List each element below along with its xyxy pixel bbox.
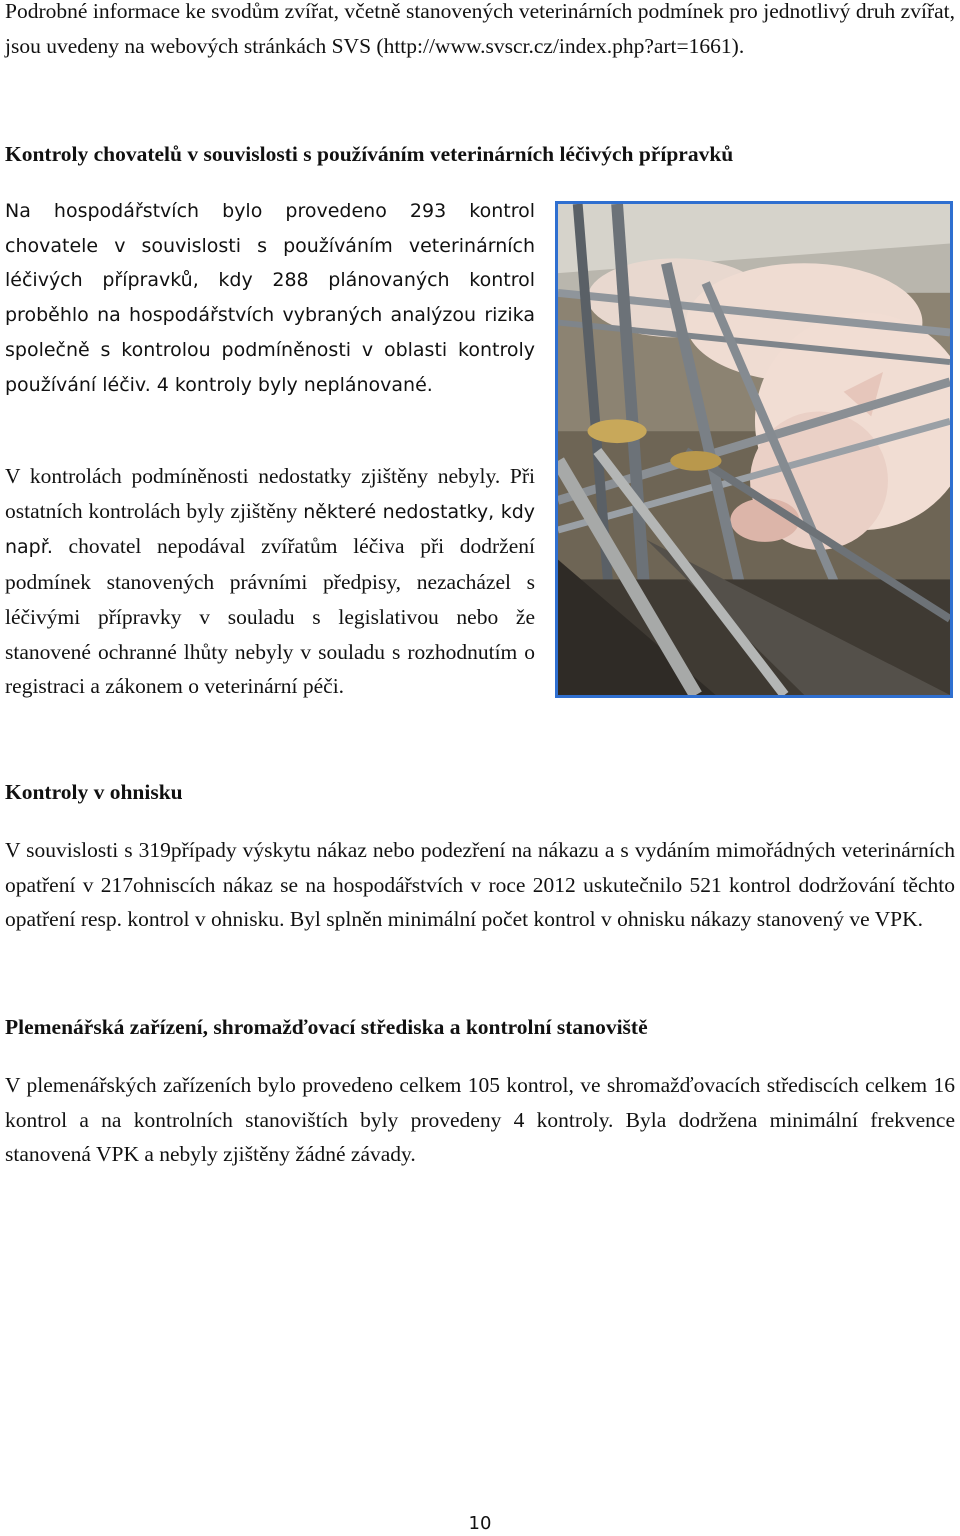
intro-suffix: ).	[731, 33, 745, 58]
intro-paragraph	[5, 0, 955, 63]
medications-paragraph-2	[5, 459, 535, 704]
medications-para2-part-c: chovatel nepodával zvířatům léčiva při dodržení podmínek stanovených právními předpisy, nezacházel s léčivými přípravky v souladu s legislativou nebo že stanovené ochranné lhůty nebyly v souladu s rozhodnutím o registraci a zákonem o veterinární péči.	[5, 534, 535, 699]
medications-para2-part-a: V kontrolách podmíněnosti nedostatky zjištěny nebyly. Při ostatních kontrolách byly zjištěny	[5, 464, 535, 523]
breeding-paragraph: V plemenářských zařízeních bylo provedeno celkem 105 kontrol, ve shromažďovacích střediscích celkem 16 kontrol a na kontrolních stanovištích byly provedeny 4 kontroly. Byla dodržena minimální frekvence stanovená VPK a nebyly zjištěny žádné závady.	[5, 1073, 955, 1167]
section-heading-breeding: Plemenářská zařízení, shromažďovací střediska a kontrolní stanoviště	[5, 1015, 648, 1039]
section-heading-outbreak: Kontroly v ohnisku	[5, 780, 183, 804]
page-number: 10	[468, 1513, 492, 1534]
intro-text: Podrobné informace ke svodům zvířat, včetně stanovených veterinárních podmínek pro jednotlivý druh zvířat, jsou uvedeny na webových stránkách SVS (	[5, 0, 955, 58]
outbreak-paragraph: V souvislosti s 319případy výskytu nákaz nebo podezření na nákazu a s vydáním mimořádných veterinárních opatření v 217ohniscích nákaz se na hospodářstvích v roce 2012 uskutečnilo 521 kontrol dodržování těchto opatření resp. kontrol v ohnisku. Byl splněn minimální počet kontrol v ohnisku nákazy stanovený ve VPK.	[5, 838, 955, 932]
section-heading-medications: Kontroly chovatelů v souvislosti s používáním veterinárních léčivých přípravků	[5, 142, 734, 166]
medications-para2-part-b: některé nedostatky, kdy např.	[5, 500, 536, 559]
svs-link[interactable]: http://www.svscr.cz/index.php?art=1661	[383, 33, 732, 58]
pig-farm-illustration	[558, 204, 950, 695]
medications-paragraph-1: Na hospodářstvích bylo provedeno 293 kontrol chovatele v souvislosti s používáním veterinárních léčivých přípravků, kdy 288 plánovaných kontrol proběhlo na hospodářstvích vybraných analýzou rizika společně s kontrolou podmíněnosti v oblasti kontroly používání léčiv. 4 kontroly byly neplánované.	[5, 200, 535, 396]
pig-farm-photo	[555, 201, 953, 698]
